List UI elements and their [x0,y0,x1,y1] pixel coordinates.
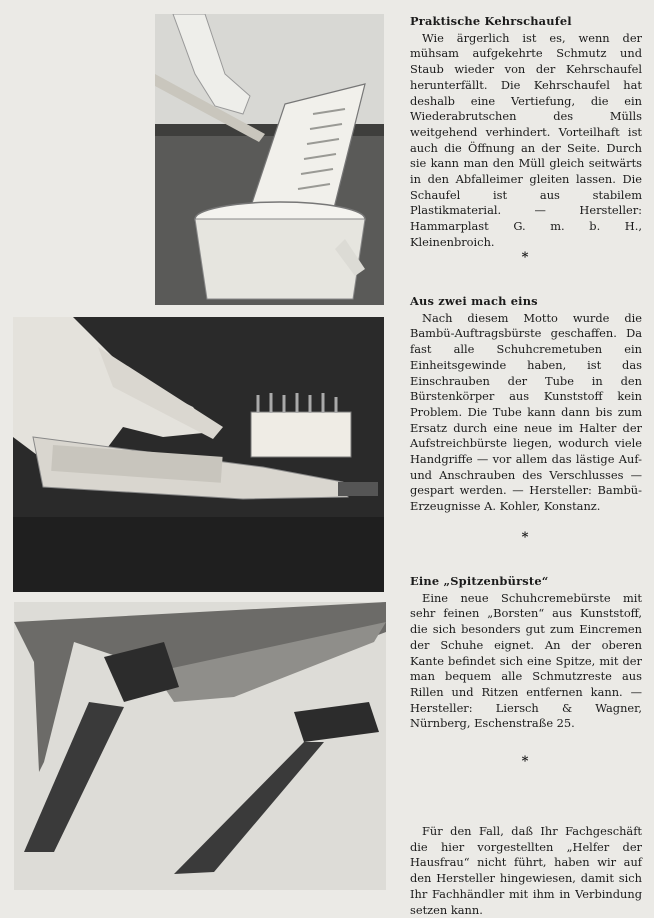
separator-asterisk: * [521,250,529,265]
article-zwei-eins [410,294,642,515]
article-body: Eine neue Schuhcremebürste mit sehr feinen „Borsten“ aus Kunststoff, die sich besonders gut zum Eincremen der Schuhe eignet. An der oberen Kante befindet sich eine Spitze, mit der man bequem alle Schmutzreste aus Rillen und Ritzen entfernen kann. — Hersteller: Liersch & Wagner, Nürnberg, Eschenstraße 25. [410,590,642,731]
article-kehrschaufel [410,14,642,251]
separator-asterisk: * [521,530,529,545]
article-title: Aus zwei mach eins [410,294,538,308]
article-title: Eine „Spitzenbürste“ [410,574,549,588]
article-body: Nach diesem Motto wurde die Bambü-Auftragsbürste geschaffen. Da fast alle Schuhcremetuben ein Einheitsgewinde haben, ist das Einschrauben der Tube in den Bürstenkörper aus Kunststoff kein Problem. Die Tube kann dann bis zum Ersatz durch eine neue im Halter der Aufstreichbürste liegen, wodurch viele Handgriffe — vor allem das lästige Auf- und Anschrauben des Verschlusses — gespart werden. — Hersteller: Bambü-Erzeugnisse A. Kohler, Konstanz. [410,310,642,514]
article-title: Praktische Kehrschaufel [410,14,572,28]
article-body: Wie ärgerlich ist es, wenn der mühsam aufgekehrte Schmutz und Staub wieder von der Kehrschaufel herunterfällt. Die Kehrschaufel hat deshalb eine Vertiefung, die ein Wiederabrutschen des Mülls weitgehend verhindert. Vorteilhaft ist auch die Öffnung an der Seite. Durch sie kann man den Müll gleich seitwärts in den Abfalleimer gleiten lassen. Die Schaufel ist aus stabilem Plastikmaterial. — Hersteller: Hammarplast G. m. b. H., Kleinenbroich. [410,30,642,249]
shoe-brushes-photo [14,602,386,890]
brush-tube-photo [13,317,384,592]
article-spitzenbuerste [410,574,642,732]
separator-asterisk: * [521,754,529,769]
closing-text: Für den Fall, daß Ihr Fachgeschäft die hier vorgestellten „Helfer der Hausfrau“ nicht führt, haben wir auf den Hersteller hingewiesen, damit sich Ihr Fachhändler mit ihm in Verbindung setzen kann. [410,824,642,917]
closing-note [410,824,642,918]
dustpan-photo [155,14,384,305]
